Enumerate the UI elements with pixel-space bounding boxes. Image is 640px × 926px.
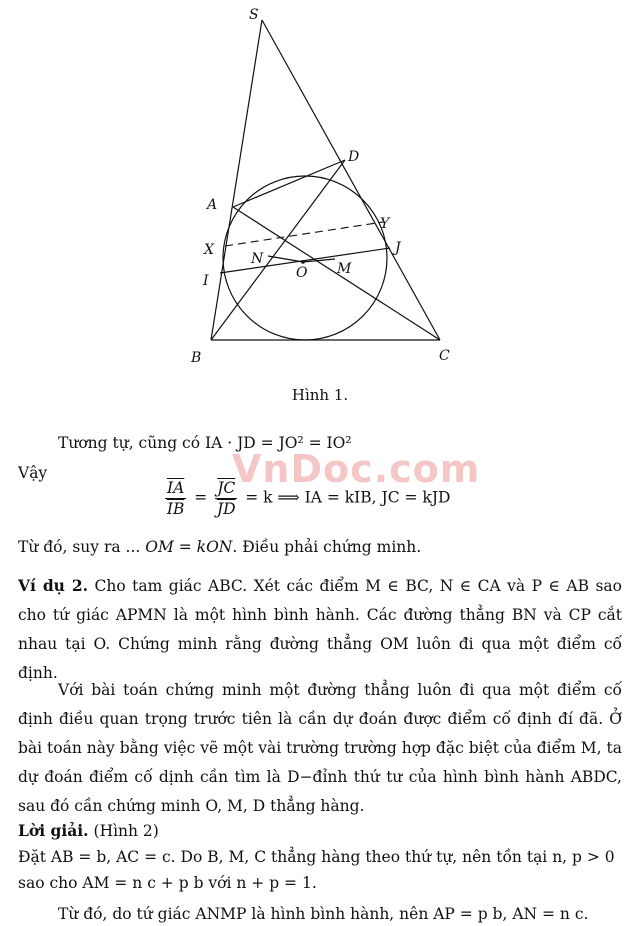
watermark: VnDoc.com <box>232 447 481 491</box>
geometry-figure <box>0 0 640 380</box>
solution-line-3: Từ đó, do tứ giác ANMP là hình bình hành, nên AP = p b, AN = n c. <box>58 905 589 923</box>
label-M: M <box>337 261 352 277</box>
label-X: X <box>204 242 214 258</box>
text-vay: Vậy <box>18 464 48 482</box>
text-line-1: Tương tự, cũng có IA · JD = JO² = IO² <box>58 434 352 452</box>
label-S: S <box>249 7 259 23</box>
conclusion: Từ đó, suy ra ... OM = kON. Điều phải chứng minh. <box>18 538 422 556</box>
solution-line-2: sao cho AM = n c + p b với n + p = 1. <box>18 874 317 892</box>
label-J: J <box>395 240 401 256</box>
label-C: C <box>439 348 450 364</box>
label-O: O <box>296 265 308 281</box>
equation-rest: = k ⟹ IA = kIB, JC = kJD <box>245 488 451 507</box>
equation: $\frac{\overline{IA}}{IB}$ = $\frac{\overline{JC}}{JD}$ = k ⟹ IA = kIB, JC = kJD <box>166 479 451 518</box>
discussion-paragraph: Với bài toán chứng minh một đường thẳng luôn đi qua một điểm cố định điều quan trọng trước tiên là cần dự đoán được điểm cố định đí đã. Ở bài toán này bằng việc vẽ một vài trường trường hợp đặc biệt của điểm M, ta dự đoán điểm cố dịnh cần tìm là D−đỉnh thứ tư của hình bình hành ABDC, sau đó cần chứng minh O, M, D thẳng hàng. <box>18 681 622 815</box>
label-Y: Y <box>380 216 390 232</box>
solution-line-1: Đặt AB = b, AC = c. Do B, M, C thẳng hàng theo thứ tự, nên tồn tại n, p > 0 <box>18 848 615 866</box>
label-N: N <box>251 251 264 267</box>
label-B: B <box>191 350 202 366</box>
fraction-1: $\frac{\overline{IA}}{IB}$ <box>166 479 185 518</box>
label-A: A <box>207 197 218 213</box>
solution-heading: Lời giải. (Hình 2) <box>18 821 159 840</box>
fraction-2: $\frac{\overline{JC}}{JD}$ <box>216 479 236 518</box>
example-2-body: Cho tam giác ABC. Xét các điểm M ∈ BC, N ∈ CA và P ∈ AB sao cho tứ giác APMN là một hình bình hành. Các đường thẳng BN và CP cắt nhau tại O. Chứng minh rằng đường thẳng OM luôn đi qua một điểm cố định. <box>18 577 623 682</box>
example-2-title: Ví dụ 2. <box>18 576 89 595</box>
figure-caption: Hình 1. <box>291 386 349 404</box>
label-D: D <box>348 149 360 165</box>
example-2 <box>18 571 622 688</box>
label-I: I <box>203 273 209 289</box>
